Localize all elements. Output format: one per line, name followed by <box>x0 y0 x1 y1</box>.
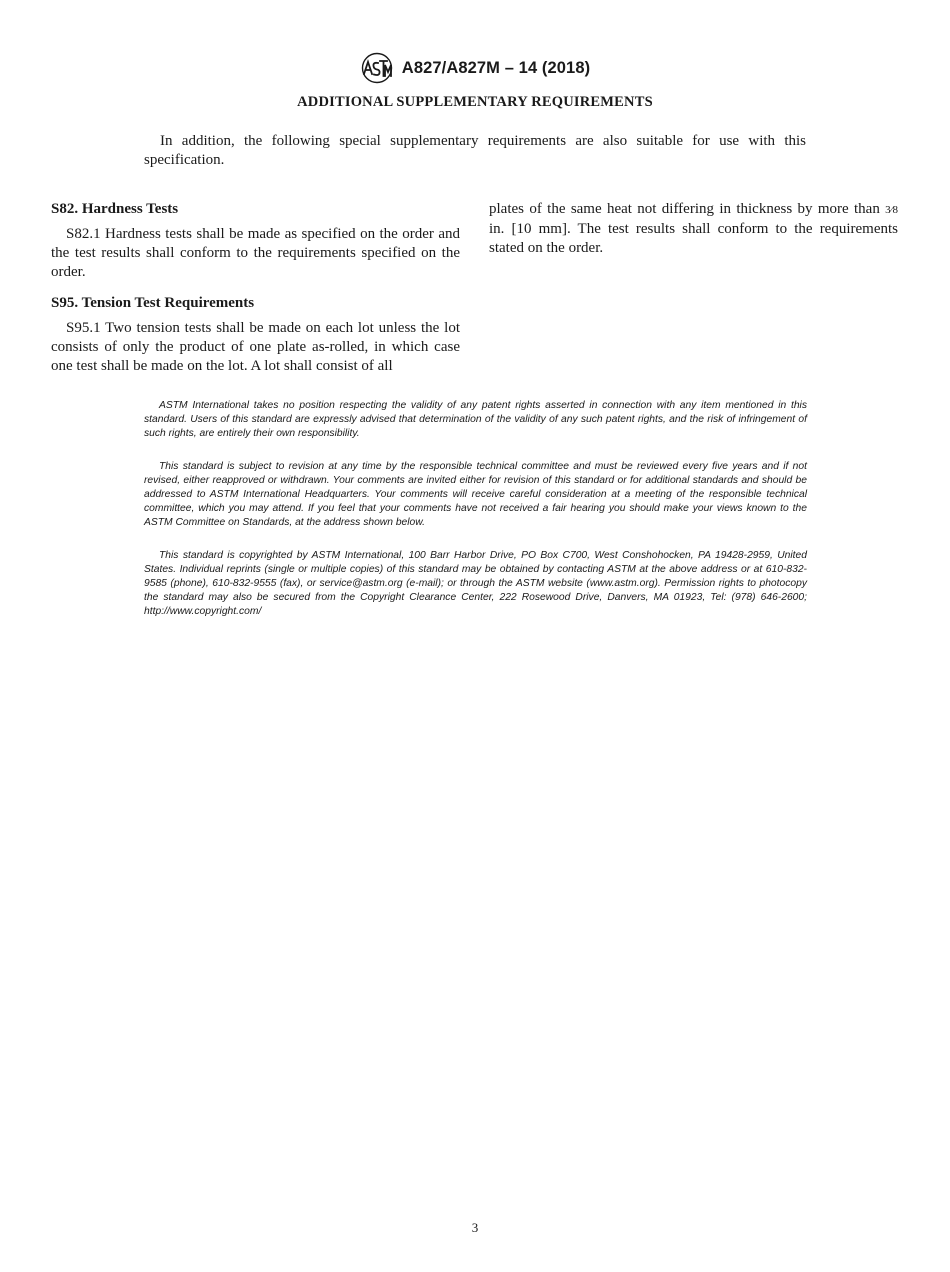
s95-paragraph-continued <box>489 200 898 258</box>
s95-continuation-line: plates of the same heat not differing in thickness by more than <box>489 201 880 217</box>
right-column <box>489 200 898 258</box>
left-column <box>51 200 460 376</box>
page-number: 3 <box>471 1220 479 1235</box>
astm-logo-icon <box>360 52 394 84</box>
patent-notice: ASTM International takes no position respecting the validity of any patent rights asserted in connection with any item mentioned in this standard. Users of this standard are expressly advised that determination of the validity of any such patent rights, and the risk of infringement of such rights, are entirely their own responsibility. <box>144 400 807 439</box>
standard-designation: A827/A827M – 14 (2018) <box>401 58 591 77</box>
intro-paragraph: In addition, the following special supplementary requirements are also suitable for use with this specification. <box>144 133 806 168</box>
s95-paragraph: S95.1 Two tension tests shall be made on each lot unless the lot consists of only the product of one plate as-rolled, in which case one test shall be made on the lot. A lot shall consist of all <box>51 320 460 374</box>
copyright-notice: This standard is copyrighted by ASTM International, 100 Barr Harbor Drive, PO Box C700, West Conshohocken, PA 19428-2959, United States. Individual reprints (single or multiple copies) of this standard may be obtained by contacting ASTM at the above address or at 610-832-9585 (phone), 610-832-9555 (fax), or service@astm.org (e-mail); or through the ASTM website (www.astm.org). Permission rights to photocopy the standard may also be secured from the Copyright Clearance Center, 222 Rosewood Drive, Danvers, MA 01923, Tel: (978) 646-2600; http://www.copyright.com/ <box>144 550 807 617</box>
s82-paragraph: S82.1 Hardness tests shall be made as specified on the order and the test results shall conform to the requirements specified on the order. <box>51 226 460 280</box>
revision-notice: This standard is subject to revision at any time by the responsible technical committee and must be reviewed every five years and if not revised, either reapproved or withdrawn. Your comments are invited either for revision of this standard or for additional standards and should be addressed to ASTM International Headquarters. Your comments will receive careful consideration at a meeting of the responsible technical committee, which you may attend. If you feel that your comments have not received a fair hearing you should make your views known to the ASTM Committee on Standards, at the address shown below. <box>144 461 807 528</box>
fraction-three-eighths: 3⁄8 <box>885 204 899 216</box>
s82-heading: S82. Hardness Tests <box>51 201 179 217</box>
section-title: ADDITIONAL SUPPLEMENTARY REQUIREMENTS <box>297 94 653 110</box>
s95-heading: S95. Tension Test Requirements <box>51 295 255 311</box>
document-header <box>0 52 950 84</box>
s95-continuation-rest: in. [10 mm]. The test results shall conform to the requirements stated on the order. <box>489 221 898 256</box>
astm-notices <box>144 399 807 638</box>
